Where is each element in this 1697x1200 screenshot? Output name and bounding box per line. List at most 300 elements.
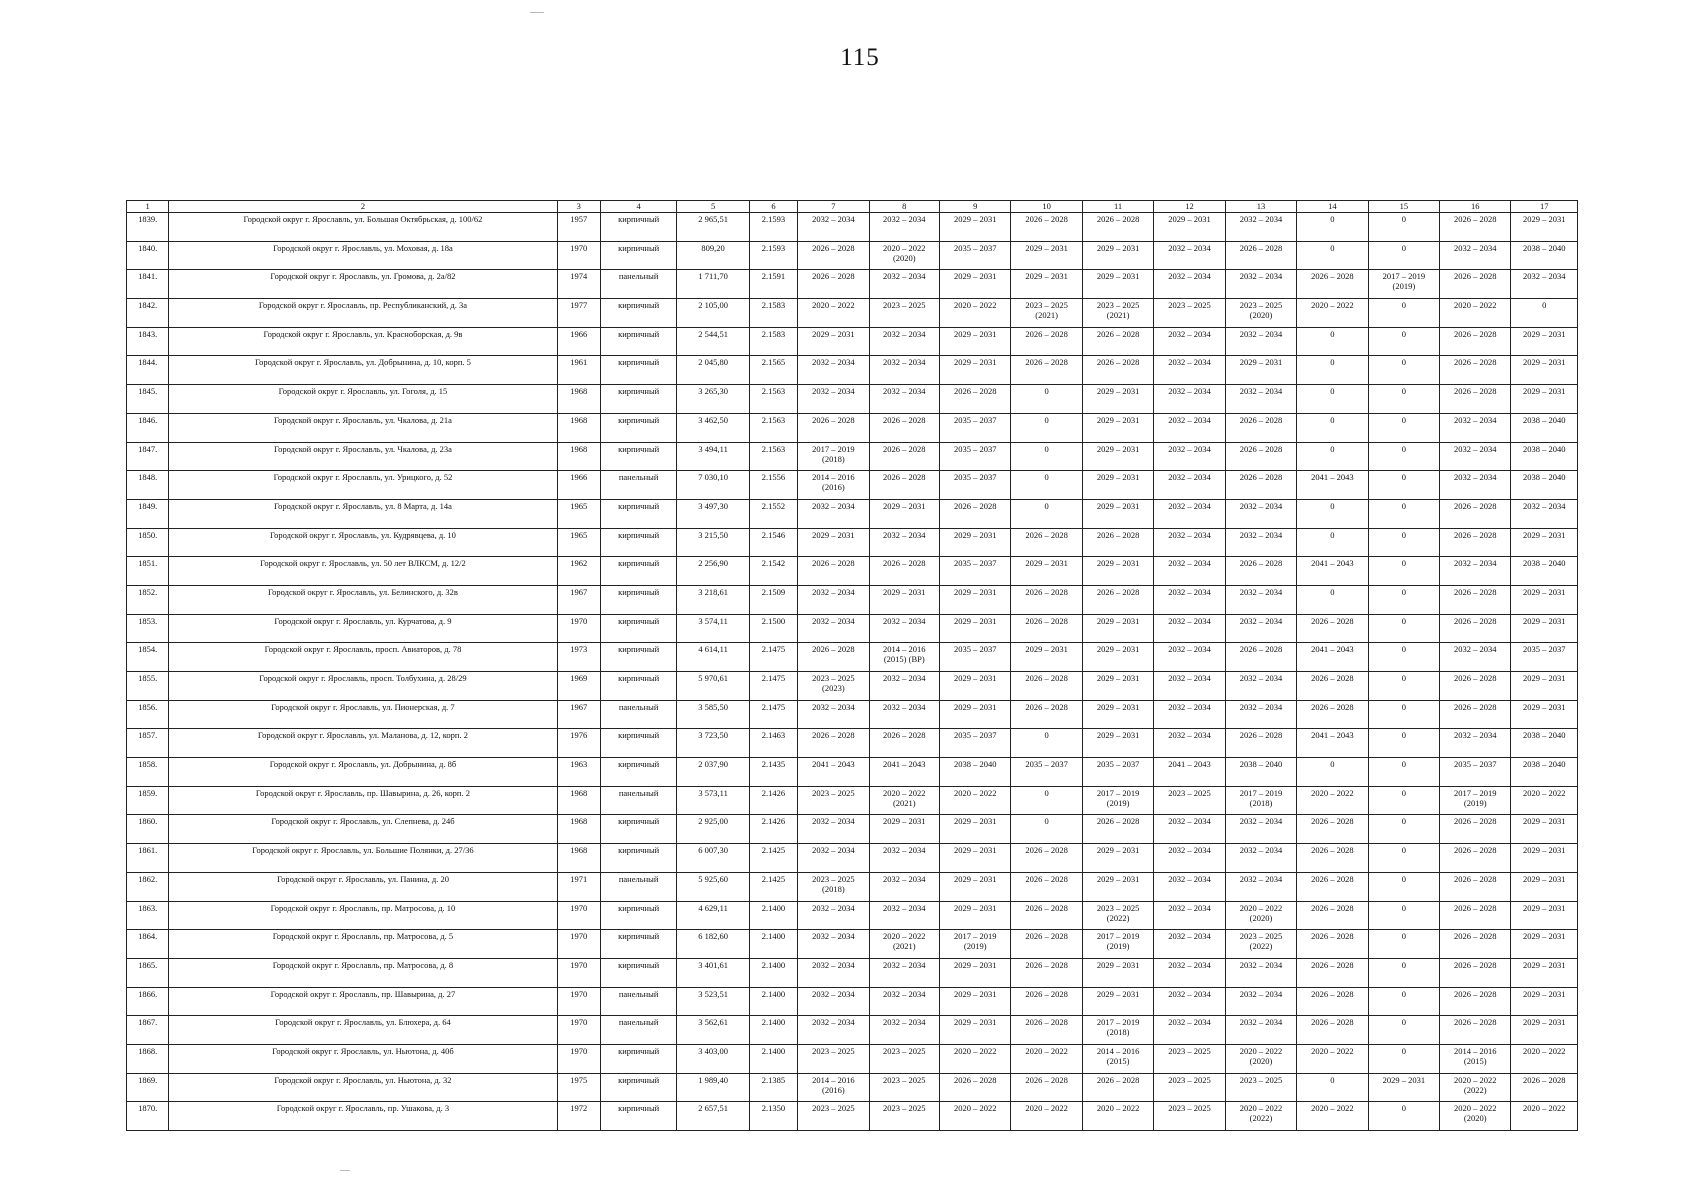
period-col-9-cell: 2029 – 2031 (939, 815, 1010, 844)
row-number-cell: 1860. (127, 815, 169, 844)
period-col-13-cell: 2026 – 2028 (1225, 643, 1296, 672)
period-col-15-cell: 0 (1368, 643, 1439, 672)
period-col-12-cell: 2032 – 2034 (1154, 528, 1225, 557)
build-year-cell: 1970 (557, 987, 600, 1016)
area-cell: 3 562,61 (677, 1016, 749, 1045)
build-year-cell: 1975 (557, 1073, 600, 1102)
wall-material-cell: кирпичный (600, 213, 676, 242)
address-cell: Городской округ г. Ярославль, пр. Республиканский, д. 3а (169, 299, 557, 328)
period-col-17-cell: 2038 – 2040 (1511, 442, 1578, 471)
period-col-8-cell: 2020 – 2022 (2021) (869, 786, 939, 815)
period-col-10-cell: 2023 – 2025 (2021) (1011, 299, 1082, 328)
row-number-cell: 1868. (127, 1044, 169, 1073)
period-col-11-cell: 2026 – 2028 (1082, 1073, 1153, 1102)
build-year-cell: 1968 (557, 413, 600, 442)
wall-material-cell: кирпичный (600, 901, 676, 930)
period-col-12-cell: 2032 – 2034 (1154, 872, 1225, 901)
period-col-14-cell: 2026 – 2028 (1297, 672, 1368, 701)
period-col-9-cell: 2020 – 2022 (939, 1102, 1010, 1131)
build-year-cell: 1970 (557, 1016, 600, 1045)
period-col-17-cell: 2020 – 2022 (1511, 786, 1578, 815)
period-col-11-cell: 2029 – 2031 (1082, 872, 1153, 901)
area-cell: 4 629,11 (677, 901, 749, 930)
period-col-11-cell: 2029 – 2031 (1082, 471, 1153, 500)
table-row (127, 700, 1578, 729)
period-col-7-cell: 2023 – 2025 (798, 1044, 869, 1073)
period-col-14-cell: 2041 – 2043 (1297, 643, 1368, 672)
address-cell: Городской округ г. Ярославль, ул. Красноборская, д. 9в (169, 327, 557, 356)
period-col-15-cell: 0 (1368, 1044, 1439, 1073)
period-col-11-cell: 2023 – 2025 (2022) (1082, 901, 1153, 930)
period-col-13-cell: 2032 – 2034 (1225, 528, 1296, 557)
period-col-17-cell: 2029 – 2031 (1511, 528, 1578, 557)
table-row (127, 241, 1578, 270)
row-number-cell: 1854. (127, 643, 169, 672)
wall-material-cell: кирпичный (600, 958, 676, 987)
row-number-cell: 1870. (127, 1102, 169, 1131)
period-col-16-cell: 2020 – 2022 (1440, 299, 1511, 328)
period-col-14-cell: 0 (1297, 241, 1368, 270)
period-col-14-cell: 2026 – 2028 (1297, 930, 1368, 959)
build-year-cell: 1967 (557, 700, 600, 729)
period-col-16-cell: 2026 – 2028 (1440, 987, 1511, 1016)
row-number-cell: 1863. (127, 901, 169, 930)
period-col-11-cell: 2017 – 2019 (2019) (1082, 930, 1153, 959)
period-col-17-cell: 2029 – 2031 (1511, 844, 1578, 873)
area-cell: 3 401,61 (677, 958, 749, 987)
period-col-7-cell: 2026 – 2028 (798, 557, 869, 586)
row-number-cell: 1862. (127, 872, 169, 901)
period-col-7-cell: 2026 – 2028 (798, 413, 869, 442)
area-cell: 3 265,30 (677, 385, 749, 414)
period-col-8-cell: 2023 – 2025 (869, 1073, 939, 1102)
period-col-14-cell: 0 (1297, 442, 1368, 471)
build-year-cell: 1969 (557, 672, 600, 701)
area-cell: 2 544,51 (677, 327, 749, 356)
table-row (127, 356, 1578, 385)
area-cell: 1 711,70 (677, 270, 749, 299)
period-col-15-cell: 0 (1368, 528, 1439, 557)
priority-code-cell: 2.1563 (749, 413, 797, 442)
period-col-15-cell: 0 (1368, 1102, 1439, 1131)
priority-code-cell: 2.1350 (749, 1102, 797, 1131)
address-cell: Городской округ г. Ярославль, ул. Панина, д. 20 (169, 872, 557, 901)
row-number-cell: 1851. (127, 557, 169, 586)
address-cell: Городской округ г. Ярославль, ул. 50 лет ВЛКСМ, д. 12/2 (169, 557, 557, 586)
address-cell: Городской округ г. Ярославль, пр. Ушакова, д. 3 (169, 1102, 557, 1131)
row-number-cell: 1842. (127, 299, 169, 328)
period-col-14-cell: 0 (1297, 528, 1368, 557)
period-col-11-cell: 2026 – 2028 (1082, 356, 1153, 385)
period-col-10-cell: 0 (1011, 385, 1082, 414)
build-year-cell: 1970 (557, 1044, 600, 1073)
wall-material-cell: кирпичный (600, 643, 676, 672)
area-cell: 3 573,11 (677, 786, 749, 815)
table-row (127, 614, 1578, 643)
period-col-11-cell: 2017 – 2019 (2018) (1082, 1016, 1153, 1045)
period-col-17-cell: 2038 – 2040 (1511, 557, 1578, 586)
priority-code-cell: 2.1475 (749, 643, 797, 672)
period-col-13-cell: 2038 – 2040 (1225, 758, 1296, 787)
table-row (127, 930, 1578, 959)
table-row (127, 213, 1578, 242)
period-col-9-cell: 2026 – 2028 (939, 499, 1010, 528)
priority-code-cell: 2.1552 (749, 499, 797, 528)
period-col-16-cell: 2026 – 2028 (1440, 844, 1511, 873)
period-col-17-cell: 2029 – 2031 (1511, 672, 1578, 701)
period-col-10-cell: 2029 – 2031 (1011, 241, 1082, 270)
period-col-7-cell: 2023 – 2025 (798, 1102, 869, 1131)
period-col-16-cell: 2026 – 2028 (1440, 815, 1511, 844)
period-col-16-cell: 2026 – 2028 (1440, 356, 1511, 385)
row-number-cell: 1867. (127, 1016, 169, 1045)
period-col-15-cell: 0 (1368, 213, 1439, 242)
wall-material-cell: кирпичный (600, 442, 676, 471)
build-year-cell: 1965 (557, 499, 600, 528)
period-col-15-cell: 0 (1368, 327, 1439, 356)
column-header-1: 1 (127, 201, 169, 213)
period-col-11-cell: 2029 – 2031 (1082, 844, 1153, 873)
period-col-8-cell: 2023 – 2025 (869, 299, 939, 328)
area-cell: 2 657,51 (677, 1102, 749, 1131)
priority-code-cell: 2.1425 (749, 844, 797, 873)
area-cell: 5 925,60 (677, 872, 749, 901)
priority-code-cell: 2.1400 (749, 987, 797, 1016)
period-col-12-cell: 2032 – 2034 (1154, 585, 1225, 614)
period-col-8-cell: 2026 – 2028 (869, 729, 939, 758)
period-col-14-cell: 0 (1297, 413, 1368, 442)
period-col-7-cell: 2023 – 2025 (2018) (798, 872, 869, 901)
period-col-9-cell: 2029 – 2031 (939, 327, 1010, 356)
column-header-4: 4 (600, 201, 676, 213)
period-col-9-cell: 2035 – 2037 (939, 557, 1010, 586)
table-row (127, 987, 1578, 1016)
build-year-cell: 1970 (557, 901, 600, 930)
period-col-9-cell: 2035 – 2037 (939, 643, 1010, 672)
period-col-17-cell: 2032 – 2034 (1511, 499, 1578, 528)
area-cell: 2 037,90 (677, 758, 749, 787)
priority-code-cell: 2.1425 (749, 872, 797, 901)
table-row (127, 815, 1578, 844)
period-col-9-cell: 2029 – 2031 (939, 672, 1010, 701)
period-col-10-cell: 2026 – 2028 (1011, 356, 1082, 385)
period-col-15-cell: 0 (1368, 872, 1439, 901)
period-col-9-cell: 2029 – 2031 (939, 356, 1010, 385)
period-col-7-cell: 2032 – 2034 (798, 213, 869, 242)
address-cell: Городской округ г. Ярославль, ул. Кудрявцева, д. 10 (169, 528, 557, 557)
period-col-16-cell: 2032 – 2034 (1440, 643, 1511, 672)
area-cell: 3 497,30 (677, 499, 749, 528)
area-cell: 2 256,90 (677, 557, 749, 586)
priority-code-cell: 2.1475 (749, 700, 797, 729)
period-col-11-cell: 2029 – 2031 (1082, 557, 1153, 586)
period-col-7-cell: 2029 – 2031 (798, 327, 869, 356)
scan-mark (530, 12, 544, 13)
period-col-7-cell: 2041 – 2043 (798, 758, 869, 787)
build-year-cell: 1961 (557, 356, 600, 385)
wall-material-cell: кирпичный (600, 385, 676, 414)
area-cell: 1 989,40 (677, 1073, 749, 1102)
wall-material-cell: кирпичный (600, 844, 676, 873)
wall-material-cell: кирпичный (600, 930, 676, 959)
period-col-12-cell: 2032 – 2034 (1154, 241, 1225, 270)
period-col-13-cell: 2032 – 2034 (1225, 385, 1296, 414)
table-row (127, 872, 1578, 901)
period-col-12-cell: 2023 – 2025 (1154, 786, 1225, 815)
table-row (127, 528, 1578, 557)
period-col-7-cell: 2020 – 2022 (798, 299, 869, 328)
priority-code-cell: 2.1542 (749, 557, 797, 586)
period-col-10-cell: 2020 – 2022 (1011, 1044, 1082, 1073)
period-col-11-cell: 2020 – 2022 (1082, 1102, 1153, 1131)
period-col-15-cell: 0 (1368, 758, 1439, 787)
column-header-11: 11 (1082, 201, 1153, 213)
period-col-13-cell: 2023 – 2025 (2020) (1225, 299, 1296, 328)
period-col-13-cell: 2029 – 2031 (1225, 356, 1296, 385)
period-col-13-cell: 2032 – 2034 (1225, 987, 1296, 1016)
period-col-11-cell: 2035 – 2037 (1082, 758, 1153, 787)
period-col-11-cell: 2029 – 2031 (1082, 241, 1153, 270)
period-col-14-cell: 2026 – 2028 (1297, 987, 1368, 1016)
column-header-2: 2 (169, 201, 557, 213)
area-cell: 3 523,51 (677, 987, 749, 1016)
table-row (127, 672, 1578, 701)
wall-material-cell: кирпичный (600, 327, 676, 356)
period-col-11-cell: 2029 – 2031 (1082, 987, 1153, 1016)
row-number-cell: 1856. (127, 700, 169, 729)
row-number-cell: 1864. (127, 930, 169, 959)
address-cell: Городской округ г. Ярославль, ул. Моховая, д. 18а (169, 241, 557, 270)
period-col-8-cell: 2026 – 2028 (869, 413, 939, 442)
row-number-cell: 1841. (127, 270, 169, 299)
period-col-12-cell: 2032 – 2034 (1154, 1016, 1225, 1045)
wall-material-cell: кирпичный (600, 729, 676, 758)
priority-code-cell: 2.1593 (749, 213, 797, 242)
wall-material-cell: кирпичный (600, 413, 676, 442)
period-col-16-cell: 2026 – 2028 (1440, 700, 1511, 729)
period-col-17-cell: 2029 – 2031 (1511, 930, 1578, 959)
period-col-9-cell: 2029 – 2031 (939, 958, 1010, 987)
period-col-17-cell: 2029 – 2031 (1511, 872, 1578, 901)
column-header-7: 7 (798, 201, 869, 213)
period-col-12-cell: 2023 – 2025 (1154, 1102, 1225, 1131)
row-number-cell: 1866. (127, 987, 169, 1016)
table-row (127, 1016, 1578, 1045)
period-col-10-cell: 2026 – 2028 (1011, 700, 1082, 729)
table-row (127, 413, 1578, 442)
period-col-13-cell: 2026 – 2028 (1225, 557, 1296, 586)
table-row (127, 385, 1578, 414)
row-number-cell: 1849. (127, 499, 169, 528)
period-col-17-cell: 2038 – 2040 (1511, 729, 1578, 758)
address-cell: Городской округ г. Ярославль, ул. Громова, д. 2а/82 (169, 270, 557, 299)
period-col-10-cell: 2026 – 2028 (1011, 872, 1082, 901)
period-col-12-cell: 2032 – 2034 (1154, 901, 1225, 930)
address-cell: Городской округ г. Ярославль, ул. Большая Октябрьская, д. 100/62 (169, 213, 557, 242)
period-col-12-cell: 2029 – 2031 (1154, 213, 1225, 242)
row-number-cell: 1840. (127, 241, 169, 270)
wall-material-cell: панельный (600, 987, 676, 1016)
period-col-15-cell: 0 (1368, 987, 1439, 1016)
period-col-10-cell: 2029 – 2031 (1011, 270, 1082, 299)
period-col-8-cell: 2032 – 2034 (869, 901, 939, 930)
address-cell: Городской округ г. Ярославль, ул. Гоголя, д. 15 (169, 385, 557, 414)
period-col-15-cell: 2029 – 2031 (1368, 1073, 1439, 1102)
period-col-9-cell: 2029 – 2031 (939, 528, 1010, 557)
period-col-8-cell: 2032 – 2034 (869, 385, 939, 414)
period-col-16-cell: 2026 – 2028 (1440, 213, 1511, 242)
period-col-16-cell: 2026 – 2028 (1440, 958, 1511, 987)
priority-code-cell: 2.1563 (749, 385, 797, 414)
period-col-10-cell: 0 (1011, 815, 1082, 844)
row-number-cell: 1839. (127, 213, 169, 242)
period-col-9-cell: 2035 – 2037 (939, 729, 1010, 758)
period-col-14-cell: 0 (1297, 327, 1368, 356)
period-col-13-cell: 2032 – 2034 (1225, 700, 1296, 729)
period-col-10-cell: 2026 – 2028 (1011, 585, 1082, 614)
wall-material-cell: кирпичный (600, 614, 676, 643)
period-col-14-cell: 2026 – 2028 (1297, 958, 1368, 987)
period-col-7-cell: 2032 – 2034 (798, 844, 869, 873)
address-cell: Городской округ г. Ярославль, ул. Большие Полянки, д. 27/36 (169, 844, 557, 873)
wall-material-cell: кирпичный (600, 1102, 676, 1131)
priority-code-cell: 2.1463 (749, 729, 797, 758)
period-col-17-cell: 2029 – 2031 (1511, 987, 1578, 1016)
period-col-9-cell: 2020 – 2022 (939, 786, 1010, 815)
period-col-8-cell: 2020 – 2022 (2020) (869, 241, 939, 270)
period-col-13-cell: 2032 – 2034 (1225, 844, 1296, 873)
table-row (127, 844, 1578, 873)
wall-material-cell: панельный (600, 270, 676, 299)
period-col-7-cell: 2032 – 2034 (798, 987, 869, 1016)
period-col-10-cell: 0 (1011, 729, 1082, 758)
table-row (127, 643, 1578, 672)
period-col-7-cell: 2014 – 2016 (2016) (798, 471, 869, 500)
period-col-14-cell: 2026 – 2028 (1297, 901, 1368, 930)
period-col-17-cell: 2026 – 2028 (1511, 1073, 1578, 1102)
period-col-8-cell: 2023 – 2025 (869, 1044, 939, 1073)
wall-material-cell: кирпичный (600, 672, 676, 701)
priority-code-cell: 2.1509 (749, 585, 797, 614)
wall-material-cell: кирпичный (600, 528, 676, 557)
registry-table-container (126, 200, 1578, 1131)
period-col-15-cell: 0 (1368, 557, 1439, 586)
period-col-11-cell: 2029 – 2031 (1082, 643, 1153, 672)
period-col-16-cell: 2026 – 2028 (1440, 930, 1511, 959)
table-row (127, 299, 1578, 328)
build-year-cell: 1966 (557, 327, 600, 356)
period-col-14-cell: 0 (1297, 585, 1368, 614)
period-col-9-cell: 2020 – 2022 (939, 299, 1010, 328)
period-col-17-cell: 2035 – 2037 (1511, 643, 1578, 672)
period-col-14-cell: 0 (1297, 356, 1368, 385)
period-col-16-cell: 2026 – 2028 (1440, 672, 1511, 701)
period-col-11-cell: 2029 – 2031 (1082, 729, 1153, 758)
priority-code-cell: 2.1583 (749, 299, 797, 328)
row-number-cell: 1855. (127, 672, 169, 701)
period-col-15-cell: 2017 – 2019 (2019) (1368, 270, 1439, 299)
period-col-8-cell: 2032 – 2034 (869, 528, 939, 557)
period-col-7-cell: 2032 – 2034 (798, 585, 869, 614)
period-col-14-cell: 2026 – 2028 (1297, 872, 1368, 901)
period-col-12-cell: 2023 – 2025 (1154, 1073, 1225, 1102)
row-number-cell: 1853. (127, 614, 169, 643)
address-cell: Городской округ г. Ярославль, просп. Толбухина, д. 28/29 (169, 672, 557, 701)
build-year-cell: 1976 (557, 729, 600, 758)
period-col-13-cell: 2032 – 2034 (1225, 614, 1296, 643)
period-col-7-cell: 2017 – 2019 (2018) (798, 442, 869, 471)
build-year-cell: 1965 (557, 528, 600, 557)
table-row (127, 557, 1578, 586)
area-cell: 7 030,10 (677, 471, 749, 500)
period-col-17-cell: 0 (1511, 299, 1578, 328)
area-cell: 3 462,50 (677, 413, 749, 442)
period-col-13-cell: 2032 – 2034 (1225, 872, 1296, 901)
area-cell: 5 970,61 (677, 672, 749, 701)
period-col-11-cell: 2029 – 2031 (1082, 270, 1153, 299)
period-col-10-cell: 2026 – 2028 (1011, 672, 1082, 701)
period-col-12-cell: 2032 – 2034 (1154, 557, 1225, 586)
period-col-8-cell: 2041 – 2043 (869, 758, 939, 787)
period-col-17-cell: 2029 – 2031 (1511, 815, 1578, 844)
priority-code-cell: 2.1593 (749, 241, 797, 270)
period-col-11-cell: 2029 – 2031 (1082, 413, 1153, 442)
table-row (127, 901, 1578, 930)
area-cell: 809,20 (677, 241, 749, 270)
period-col-17-cell: 2038 – 2040 (1511, 471, 1578, 500)
column-header-3: 3 (557, 201, 600, 213)
wall-material-cell: панельный (600, 700, 676, 729)
period-col-14-cell: 2026 – 2028 (1297, 1016, 1368, 1045)
period-col-16-cell: 2026 – 2028 (1440, 585, 1511, 614)
period-col-8-cell: 2032 – 2034 (869, 327, 939, 356)
build-year-cell: 1973 (557, 643, 600, 672)
period-col-7-cell: 2032 – 2034 (798, 499, 869, 528)
period-col-10-cell: 2026 – 2028 (1011, 528, 1082, 557)
row-number-cell: 1859. (127, 786, 169, 815)
priority-code-cell: 2.1591 (749, 270, 797, 299)
period-col-9-cell: 2029 – 2031 (939, 213, 1010, 242)
period-col-7-cell: 2032 – 2034 (798, 901, 869, 930)
wall-material-cell: панельный (600, 872, 676, 901)
page-number: 115 (840, 44, 880, 71)
period-col-10-cell: 2026 – 2028 (1011, 327, 1082, 356)
period-col-8-cell: 2032 – 2034 (869, 270, 939, 299)
build-year-cell: 1968 (557, 815, 600, 844)
period-col-9-cell: 2026 – 2028 (939, 1073, 1010, 1102)
period-col-10-cell: 2026 – 2028 (1011, 930, 1082, 959)
period-col-13-cell: 2032 – 2034 (1225, 958, 1296, 987)
period-col-10-cell: 2026 – 2028 (1011, 901, 1082, 930)
row-number-cell: 1846. (127, 413, 169, 442)
column-header-12: 12 (1154, 201, 1225, 213)
period-col-13-cell: 2032 – 2034 (1225, 270, 1296, 299)
period-col-16-cell: 2026 – 2028 (1440, 270, 1511, 299)
period-col-12-cell: 2032 – 2034 (1154, 815, 1225, 844)
area-cell: 3 574,11 (677, 614, 749, 643)
column-header-6: 6 (749, 201, 797, 213)
period-col-15-cell: 0 (1368, 729, 1439, 758)
period-col-13-cell: 2026 – 2028 (1225, 241, 1296, 270)
period-col-14-cell: 2026 – 2028 (1297, 844, 1368, 873)
area-cell: 6 007,30 (677, 844, 749, 873)
period-col-9-cell: 2035 – 2037 (939, 413, 1010, 442)
period-col-17-cell: 2029 – 2031 (1511, 1016, 1578, 1045)
period-col-11-cell: 2026 – 2028 (1082, 815, 1153, 844)
period-col-8-cell: 2023 – 2025 (869, 1102, 939, 1131)
period-col-12-cell: 2032 – 2034 (1154, 385, 1225, 414)
period-col-11-cell: 2017 – 2019 (2019) (1082, 786, 1153, 815)
